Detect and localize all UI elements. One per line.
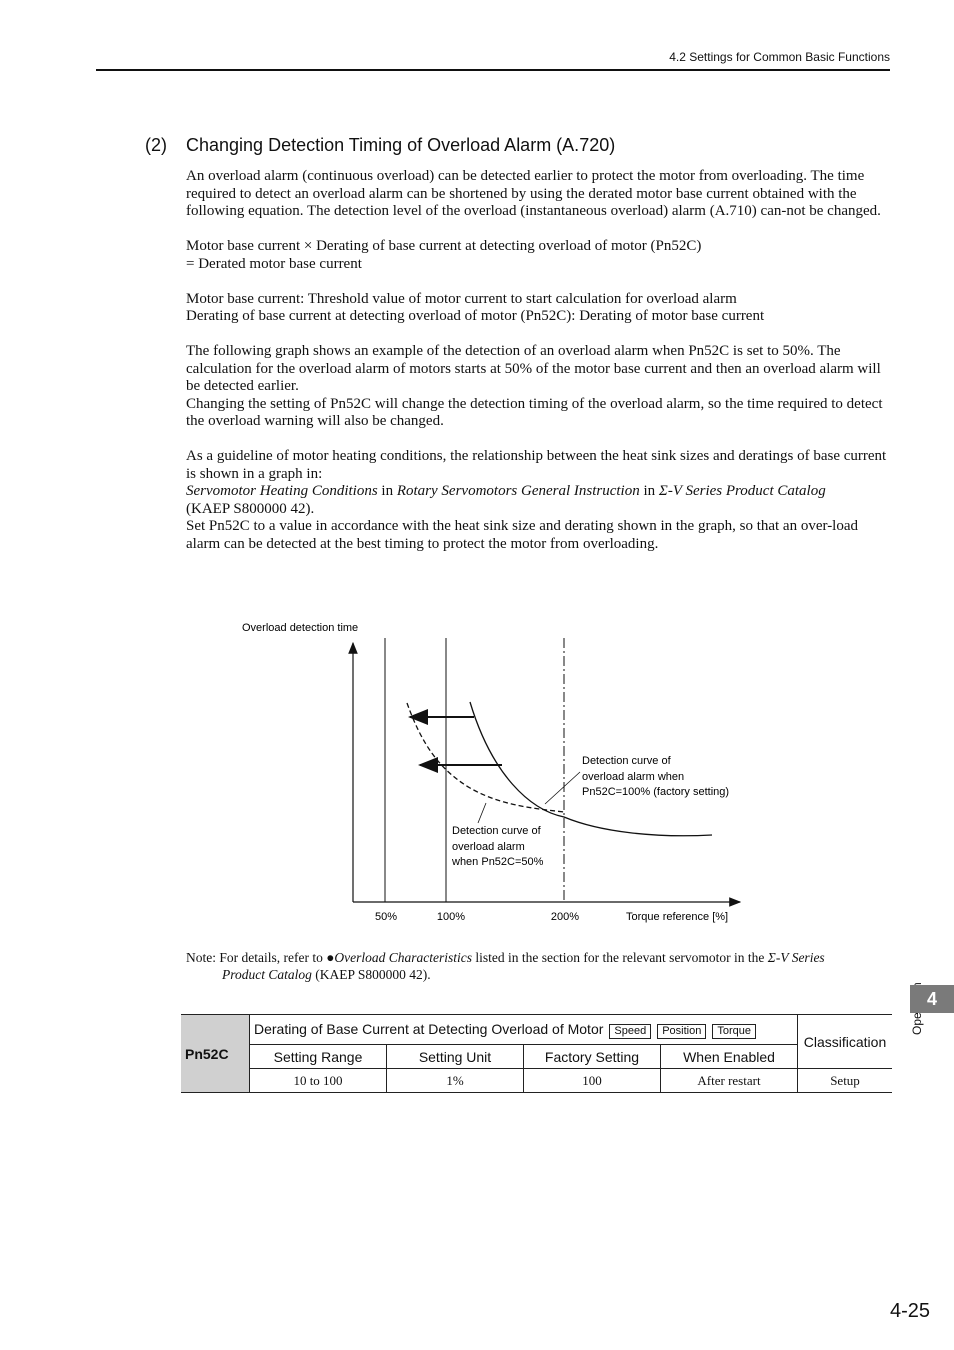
chapter-tab: 4 — [910, 985, 954, 1013]
header-rule — [96, 69, 890, 71]
reference-code: (KAEP S800000 42). — [186, 500, 315, 517]
value-classification: Setup — [798, 1069, 893, 1093]
ref-in-1: in — [377, 483, 397, 499]
leader-dashed-curve — [478, 803, 486, 823]
equation-line-2: = Derated motor base current — [186, 255, 362, 272]
x-tick-50: 50% — [374, 911, 398, 923]
label-dashed-line-1: Detection curve of — [452, 825, 541, 837]
section-heading — [145, 135, 615, 156]
reference-line — [186, 483, 890, 501]
label-solid-line-2: overload alarm when — [582, 771, 685, 783]
note-line-2 — [186, 966, 890, 983]
equation-line-1: Motor base current × Derating of base current at detecting overload of motor (Pn52C) — [186, 238, 702, 254]
section-title: Changing Detection Timing of Overload Alarm (A.720) — [186, 135, 616, 155]
label-solid-line-1: Detection curve of — [582, 755, 671, 767]
y-axis-label: Overload detection time — [242, 622, 359, 634]
note-overload-characteristics: Overload Characteristics — [334, 950, 472, 965]
note-product-catalog: Product Catalog — [222, 967, 312, 982]
label-dashed-line-3: when Pn52C=50% — [452, 856, 544, 868]
x-axis-label: Torque reference [%] — [626, 911, 729, 923]
definition-line-2: Derating of base current at detecting overload of motor (Pn52C): Derating of motor base current — [186, 308, 765, 324]
curve-pn52c-50 — [407, 703, 564, 812]
paragraph-graph-1: The following graph shows an example of the detection of an overload alarm when Pn52C is set to 50%. The calculation for the overload alarm of motors starts at 50% of the motor base current and then an overload alarm will be detected earlier. — [186, 343, 881, 394]
paragraph-guideline: As a guideline of motor heating conditions, the relationship between the heat sink sizes and deratings of base current is shown in a graph in: — [186, 448, 887, 482]
value-factory-setting: 100 — [524, 1069, 661, 1093]
label-dashed-curve — [451, 825, 544, 868]
classification-header: Classification — [798, 1015, 893, 1069]
paragraph-graph-2: Changing the setting of Pn52C will change the detection timing of the overload alarm, so the time required to detect the overload warning will also be changed. — [186, 395, 883, 429]
overload-detection-chart — [230, 610, 760, 930]
header-factory-setting: Factory Setting — [524, 1045, 661, 1069]
note — [186, 949, 890, 983]
header-setting-range: Setting Range — [250, 1045, 387, 1069]
label-solid-curve — [582, 755, 729, 798]
page-number: 4-25 — [889, 1300, 930, 1322]
note-prefix: Note: For details, refer to — [186, 950, 327, 965]
leader-solid-curve — [545, 772, 580, 804]
param-number: Pn52C — [181, 1015, 250, 1093]
x-tick-100: 100% — [436, 911, 466, 923]
definition-line-1: Motor base current: Threshold value of motor current to start calculation for overload alarm — [186, 290, 737, 307]
body-text — [186, 168, 890, 553]
label-solid-line-3: Pn52C=100% (factory setting) — [582, 786, 730, 798]
param-name: Derating of Base Current at Detecting Overload of Motor — [254, 1020, 604, 1037]
note-line-1 — [186, 949, 890, 966]
ref-general-instruction: Rotary Servomotors General Instruction — [396, 483, 640, 499]
note-series: Σ-V Series — [767, 950, 825, 965]
value-setting-unit: 1% — [387, 1069, 524, 1093]
tag-speed: Speed — [609, 1024, 651, 1039]
value-setting-range: 10 to 100 — [250, 1069, 387, 1093]
note-middle: listed in the section for the relevant servomotor in the — [472, 950, 768, 965]
tag-torque: Torque — [712, 1024, 756, 1039]
ref-product-catalog: Σ-V Series Product Catalog — [658, 483, 826, 499]
curve-pn52c-100 — [470, 702, 712, 836]
tag-position: Position — [657, 1024, 706, 1039]
header-setting-unit: Setting Unit — [387, 1045, 524, 1069]
running-header: 4.2 Settings for Common Basic Functions — [669, 50, 890, 64]
header-when-enabled: When Enabled — [661, 1045, 798, 1069]
param-name-cell — [250, 1015, 798, 1045]
label-dashed-line-2: overload alarm — [452, 841, 525, 853]
ref-heating-conditions: Servomotor Heating Conditions — [186, 483, 378, 499]
x-tick-200: 200% — [550, 911, 580, 923]
note-code: (KAEP S800000 42). — [311, 967, 431, 982]
paragraph-intro: An overload alarm (continuous overload) can be detected earlier to protect the motor from overloading. The time required to detect an overload alarm can be shortened by using the derated motor base current obtained with the following equation. The detection level of the overload (instantaneous overload) alarm (A.710) can-not be changed. — [186, 168, 881, 219]
ref-in-2: in — [639, 483, 659, 499]
bullet-icon: ● — [326, 950, 335, 965]
section-number: (2) — [145, 135, 167, 155]
paragraph-set-pn52c: Set Pn52C to a value in accordance with the heat sink size and derating shown in the graph, so that an over-load alarm can be detected at the best timing to protect the motor from overloading. — [186, 518, 859, 552]
value-when-enabled: After restart — [661, 1069, 798, 1093]
parameter-table — [181, 1014, 892, 1093]
